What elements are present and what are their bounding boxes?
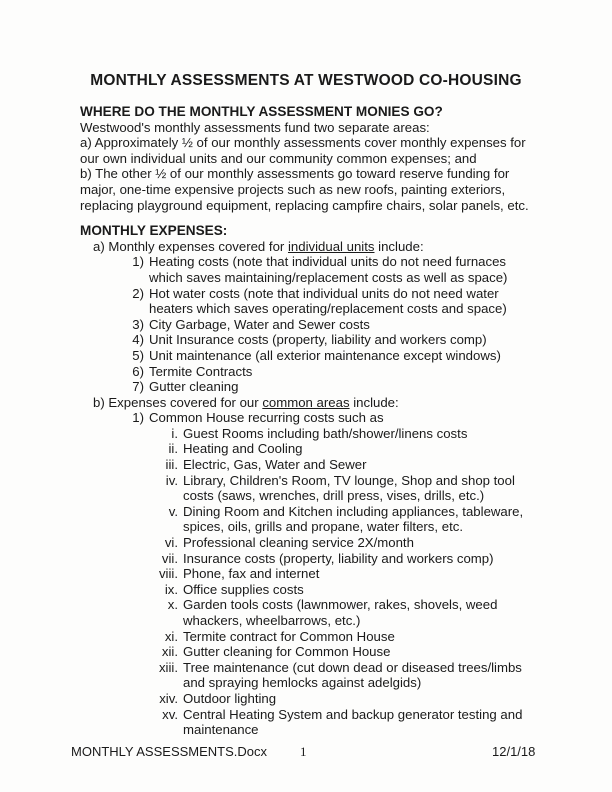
list-item — [80, 566, 580, 582]
list-text: Phone, fax and internet — [183, 566, 320, 582]
list-text: Gutter cleaning — [149, 379, 239, 395]
list-number: x. — [167, 597, 178, 613]
list-number: 7) — [132, 379, 144, 395]
list-text: Outdoor lighting — [183, 690, 277, 706]
list-number: xiv. — [159, 690, 178, 706]
footer-page-number: 1 — [300, 744, 307, 759]
list-item — [80, 644, 580, 660]
section-heading-monies: WHERE DO THE MONTHLY ASSESSMENT MONIES GO? — [80, 104, 443, 119]
intro-prefix: b) Expenses covered for our — [93, 394, 263, 410]
list-item — [80, 379, 580, 395]
intro-suffix: include: — [374, 238, 424, 254]
list-text: Heating costs (note that individual units do not need furnaces which saves maintaining/replacement costs as well as space) — [149, 254, 508, 285]
list-number: iii. — [165, 457, 178, 473]
list-number: iv. — [165, 472, 178, 488]
list-item — [80, 317, 580, 333]
list-item — [80, 551, 580, 567]
list-number: viii. — [158, 566, 178, 582]
list-number: ii. — [168, 441, 178, 457]
paragraph-line: Westwood's monthly assessments fund two separate areas: — [80, 119, 430, 135]
list-number: 2) — [132, 285, 144, 301]
list-item — [80, 597, 580, 628]
list-number: 5) — [132, 347, 144, 363]
list-item — [80, 504, 580, 535]
list-text: Electric, Gas, Water and Sewer — [183, 457, 367, 473]
intro-underlined: common areas — [262, 394, 350, 410]
list-text: City Garbage, Water and Sewer costs — [149, 316, 370, 332]
list-number: 1) — [132, 410, 144, 426]
list-number: xv. — [162, 706, 178, 722]
list-item — [80, 660, 580, 691]
list-number: xii. — [161, 644, 178, 660]
list-text: Central Heating System and backup generator testing and maintenance — [183, 706, 523, 738]
list-text: Tree maintenance (cut down dead or diseased trees/limbs and spraying hemlocks against adelgids) — [183, 659, 522, 691]
section-heading-expenses: MONTHLY EXPENSES: — [80, 223, 228, 239]
list-number: xiii. — [158, 659, 178, 675]
common-house-heading — [80, 410, 580, 426]
list-number: 6) — [132, 363, 144, 379]
list-number: 3) — [132, 316, 144, 332]
document-body — [80, 104, 580, 738]
list-item — [80, 629, 580, 645]
list-item — [80, 691, 580, 707]
common-house-list — [80, 426, 580, 738]
list-item — [80, 707, 580, 738]
list-item — [80, 441, 580, 457]
list-text: Hot water costs (note that individual units do not need water heaters which saves operating/replacement costs and space) — [149, 285, 507, 317]
list-text: Termite contract for Common House — [183, 628, 395, 644]
list-number: ix. — [164, 581, 178, 597]
list-text: Heating and Cooling — [183, 441, 303, 457]
list-item — [80, 426, 580, 442]
list-number: vi. — [164, 535, 178, 551]
list-text: Office supplies costs — [183, 581, 304, 597]
list-text: Dining Room and Kitchen including appliances, tableware, spices, oils, grills and propane, water filters, etc. — [183, 503, 524, 535]
list-text: Common House recurring costs such as — [149, 410, 384, 426]
list-number: 1) — [132, 254, 144, 270]
intro-prefix: a) Monthly expenses covered for — [93, 238, 288, 254]
list-text: Guest Rooms including bath/shower/linens costs — [183, 425, 468, 441]
list-item — [80, 286, 580, 317]
paragraph-line: major, one-time expensive projects such as new roofs, painting exteriors, — [80, 181, 506, 197]
list-item — [80, 348, 580, 364]
common-areas-intro — [80, 395, 580, 411]
list-number: 4) — [132, 332, 144, 348]
footer-filename: MONTHLY ASSESSMENTS.Docx — [71, 744, 268, 759]
list-number: vii. — [161, 550, 178, 566]
list-text: Unit Insurance costs (property, liability and workers comp) — [149, 332, 487, 348]
list-item — [80, 535, 580, 551]
list-item — [80, 582, 580, 598]
individual-units-list — [80, 254, 580, 394]
individual-units-intro — [80, 239, 580, 255]
footer-date: 12/1/18 — [492, 744, 536, 759]
list-text: Termite Contracts — [149, 363, 253, 379]
list-text: Insurance costs (property, liability and workers comp) — [183, 550, 494, 566]
list-text: Unit maintenance (all exterior maintenance except windows) — [149, 347, 501, 363]
list-text: Gutter cleaning for Common House — [183, 644, 391, 660]
list-text: Garden tools costs (lawnmower, rakes, shovels, weed whackers, wheelbarrows, etc.) — [183, 597, 498, 628]
list-number: xi. — [164, 628, 178, 644]
paragraph-line: replacing playground equipment, replacing campfire chairs, solar panels, etc. — [80, 197, 529, 213]
intro-underlined: individual units — [287, 238, 375, 254]
list-item — [80, 457, 580, 473]
paragraph-line: a) Approximately ½ of our monthly assessments cover monthly expenses for — [80, 135, 526, 151]
paragraph-line: our own individual units and our community common expenses; and — [80, 150, 477, 166]
list-text: Library, Children's Room, TV lounge, Shop and shop tool costs (saws, wrenches, drill press, vises, drills, etc.) — [183, 472, 515, 504]
list-number: i. — [171, 425, 178, 441]
list-item — [80, 473, 580, 504]
list-text: Professional cleaning service 2X/month — [183, 535, 414, 551]
list-item — [80, 332, 580, 348]
section-monies-text — [80, 120, 580, 214]
list-number: v. — [168, 503, 178, 519]
list-item — [80, 364, 580, 380]
intro-suffix: include: — [349, 394, 399, 410]
document-title: MONTHLY ASSESSMENTS AT WESTWOOD CO-HOUSING — [90, 72, 522, 89]
list-item — [80, 254, 580, 285]
paragraph-line: b) The other ½ of our monthly assessments go toward reserve funding for — [80, 166, 510, 182]
